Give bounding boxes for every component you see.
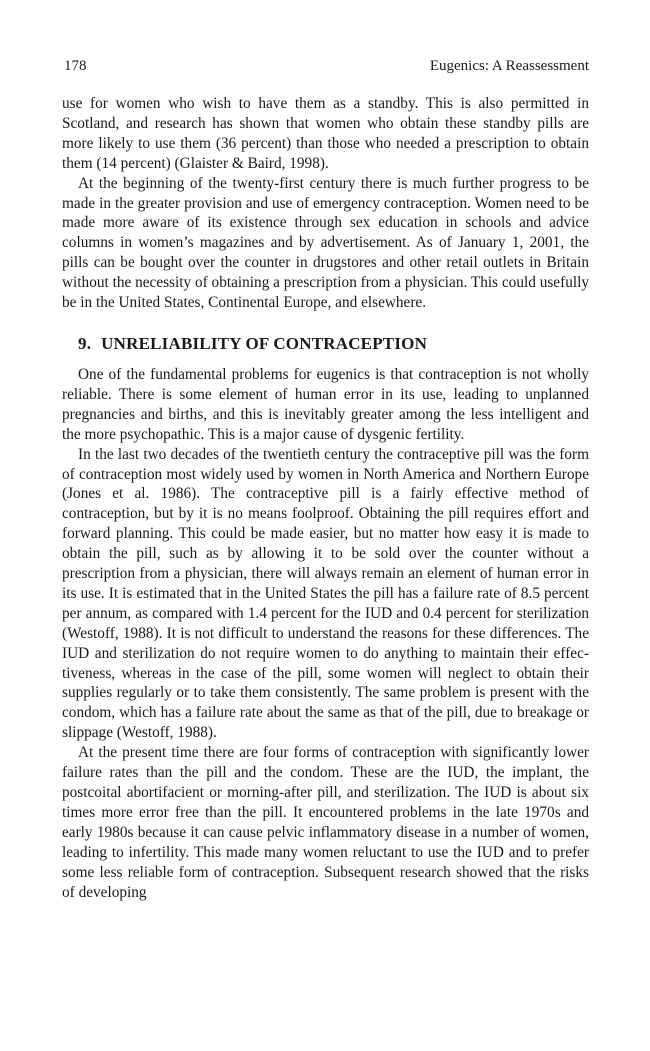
page-number: 178 [64,58,87,74]
section-title: UNRELIABILITY OF CONTRACEPTION [101,333,428,353]
paragraph: use for women who wish to have them as a standby. This is also permitted in Scotland, and research has shown that women who obtain these standby pills are more likely to use them (36 percent) than those who needed a prescription to obtain them (14 percent) (Glaister & Baird, 1998). [62,95,589,172]
running-head [64,58,589,80]
paragraph: In the last two decades of the twentieth century the contraceptive pill was the form of contraception most widely used by women in North America and Northern Europe (Jones et al. 1986). The contraceptive pill is a fairly effective method of contraception, but by it is no means foolproof. Obtaining the pill requires effort and forward planning. This could be made easier, but no matter how easy it is made to obtain the pill, such as by allowing it to be sold over the counter without a prescription from a physician, there will always remain an element of human error in its use. It is estimated that in the United States the pill has a failure rate of 8.5 percent per annum, as compared with 1.4 percent for the IUD and 0.4 percent for sterilization (Westoff, 1988). It is not difficult to understand the reasons for these differences. The IUD and sterilization do not require women to do anything to maintain their effectiveness, whereas in the case of the pill, some women will neglect to obtain their supplies regularly or to take them consistently. The same problem is present with the condom, which has a failure rate about the same as that of the pill, due to breakage or slippage (Westoff, 1988). [62,445,589,742]
paragraph: At the present time there are four forms of contraception with significantly lower failure rates than the pill and the condom. These are the IUD, the implant, the postcoital abortifacient or morning-after pill, and sterilization. The IUD is about six times more error free than the pill. It encountered problems in the late 1970s and early 1980s because it can cause pelvic inflammatory disease in a number of women, leading to infertility. This made many women reluctant to use the IUD and to prefer some less reliable form of contraception. Subsequent research showed that the risks of developing [62,744,589,901]
section-number: 9. [78,333,92,353]
paragraph: At the beginning of the twenty-first century there is much further progress to be made in the greater provision and use of emergency contraception. Women need to be made more aware of its existence through sex education in schools and advice columns in women’s magazines and by advertisement. As of January 1, 2001, the pills can be bought over the counter in drugstores and other retail outlets in Britain without the necessity of obtaining a prescription from a physician. This could usefully be in the United States, Continental Europe, and elsewhere. [62,174,589,312]
running-title: Eugenics: A Reassessment [429,58,589,74]
section-heading [78,333,589,355]
body-text [62,94,589,902]
paragraph: One of the fundamental problems for eugenics is that contraception is not wholly reliable. There is some element of human error in its use, leading to unplanned pregnancies and births, and this is inevitably greater among the less intelligent and the more psychopathic. This is a major cause of dysgenic fertility. [62,365,589,443]
